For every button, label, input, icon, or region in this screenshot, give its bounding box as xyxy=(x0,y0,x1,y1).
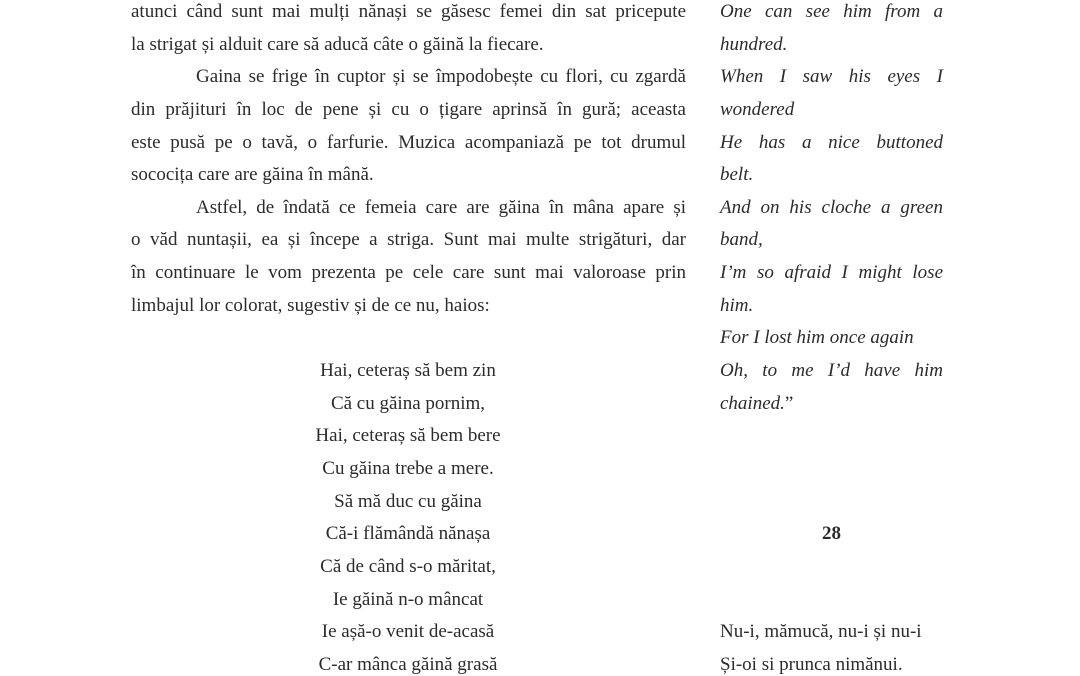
poem-line: Hai, ceteraș să bem bere xyxy=(315,425,501,446)
poem-line: C-ar mânca găină grasă xyxy=(318,654,498,675)
prose-line: sococița care are găina în mână. xyxy=(131,164,374,185)
poem-line: Că de când s-o măritat, xyxy=(320,556,496,577)
song-line: Nu-i, mămucă, nu-i și nu-i xyxy=(720,621,922,642)
translation-line: And on his cloche a green xyxy=(720,197,943,218)
translation-line: I’m so afraid I might lose xyxy=(720,262,943,283)
poem-line: Că-i flămândă nănașa xyxy=(325,523,491,544)
translation-line: One can see him from a xyxy=(720,1,943,22)
prose-line: o văd nuntașii, ea și începe a striga. Sunt mai multe strigături, dar xyxy=(131,229,686,250)
poem-line: Ie așă-o venit de-acasă xyxy=(321,621,495,642)
closing-quote: ” xyxy=(784,393,794,414)
prose-line: limbajul lor colorat, sugestiv și de ce nu, haios: xyxy=(131,295,490,316)
song-line: Și-oi si prunca nimănui. xyxy=(720,654,903,675)
poem-line: Ie găină n-o mâncat xyxy=(332,589,484,610)
translation-line-last xyxy=(720,393,793,415)
poem-line: Să mă duc cu găina xyxy=(334,491,482,512)
prose-line: la strigat și alduit care să aducă câte o găină la fiecare. xyxy=(131,34,544,55)
translation-line: When I saw his eyes I xyxy=(720,66,943,87)
prose-line: atunci când sunt mai mulți nănași se găsesc femei din sat pricepute xyxy=(131,1,686,22)
translation-line: him. xyxy=(720,295,754,316)
translation-line: For I lost him once again xyxy=(720,327,914,348)
translation-line: He has a nice buttoned xyxy=(720,132,943,153)
prose-line: este pusă pe o tavă, o farfurie. Muzica acompaniază pe tot drumul xyxy=(131,132,686,153)
poem-line: Că cu găina pornim, xyxy=(330,393,486,414)
translation-line: band, xyxy=(720,229,763,250)
translation-line: Oh, to me I’d have him xyxy=(720,360,943,381)
section-number: 28 xyxy=(822,523,841,544)
poem-line: Hai, ceteraș să bem zin xyxy=(320,360,496,381)
prose-line: în continuare le vom prezenta pe cele care sunt mai valoroase prin xyxy=(131,262,686,283)
prose-line: Gaina se frige în cuptor și se împodobește cu flori, cu zgardă xyxy=(196,66,686,87)
translation-text: chained. xyxy=(720,393,785,414)
prose-line: din prăjituri în loc de pene și cu o țigare aprinsă în gură; aceasta xyxy=(131,99,686,120)
prose-line: Astfel, de îndată ce femeia care are găina în mâna apare și xyxy=(196,197,686,218)
translation-line: belt. xyxy=(720,164,754,185)
poem-line: Cu găina trebe a mere. xyxy=(322,458,494,479)
translation-line: hundred. xyxy=(720,34,788,55)
translation-line: wondered xyxy=(720,99,795,120)
